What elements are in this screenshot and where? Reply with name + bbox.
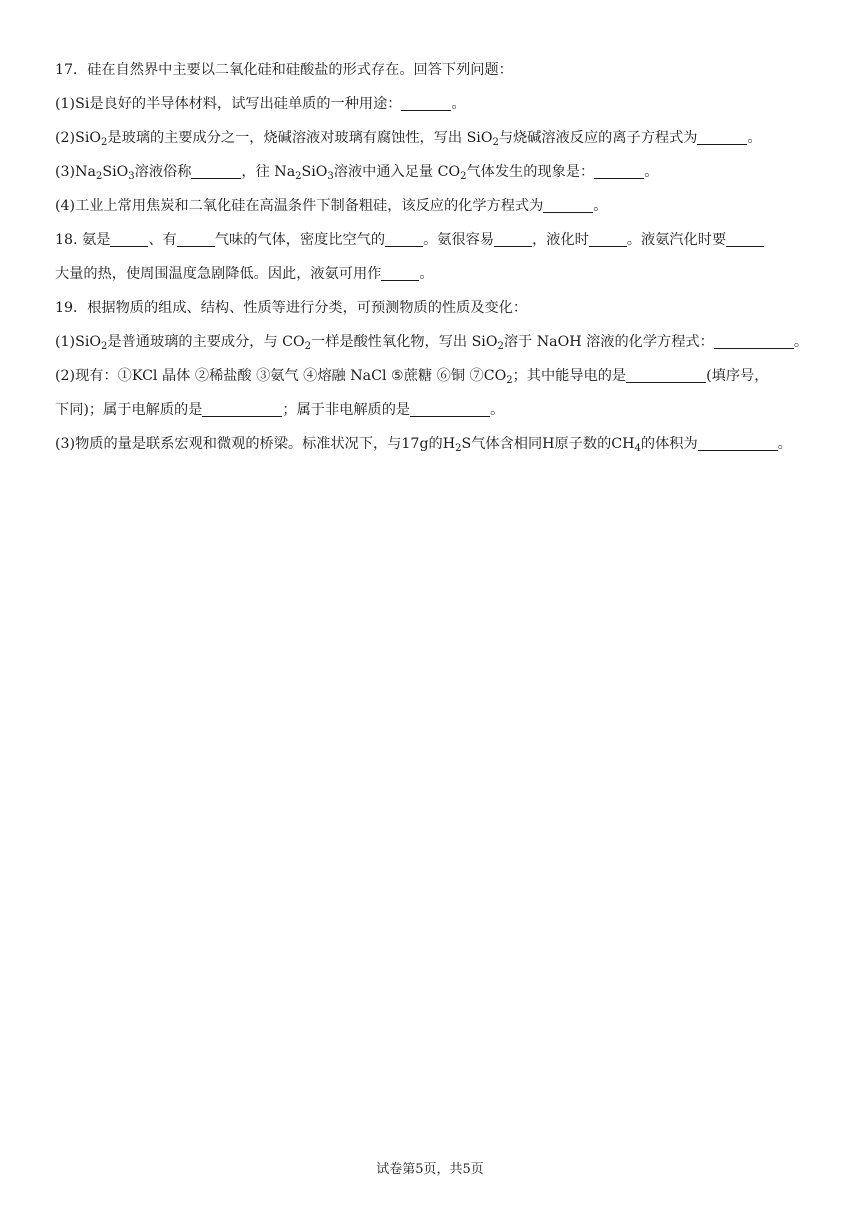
answer-blank[interactable] xyxy=(410,402,490,417)
answer-blank[interactable] xyxy=(177,232,215,247)
q17-stem: 17．硅在自然界中主要以二氧化硅和硅酸盐的形式存在。回答下列问题： xyxy=(55,62,513,78)
q19-stem: 19．根据物质的组成、结构、性质等进行分类，可预测物质的性质及变化： xyxy=(55,300,528,316)
answer-blank[interactable] xyxy=(726,232,764,247)
answer-blank[interactable] xyxy=(381,266,419,281)
answer-blank[interactable] xyxy=(191,164,241,179)
answer-blank[interactable] xyxy=(202,402,282,417)
q19-part1: (1)SiO$_2$是普通玻璃的主要成分，与 $CO_2$一样是酸性氧化物，写出 SiO$_2$溶于 NaOH 溶液的化学方程式： 。 xyxy=(55,334,809,352)
q19-part2-line2: 下同)；属于电解质的是 ；属于非电解质的是 。 xyxy=(55,402,505,418)
answer-blank[interactable] xyxy=(594,164,644,179)
q18-line2: 大量的热，使周围温度急剧降低。因此，液氨可用作 。 xyxy=(55,266,434,282)
answer-blank[interactable] xyxy=(626,368,706,383)
answer-blank[interactable] xyxy=(543,198,593,213)
q17-part4: (4)工业上常用焦炭和二氧化硅在高温条件下制备粗硅，该反应的化学方程式为 。 xyxy=(55,198,608,214)
page-footer: 试卷第5页，共5页 xyxy=(376,1162,484,1177)
answer-blank[interactable] xyxy=(494,232,532,247)
q17-part1: (1)Si是良好的半导体材料，试写出硅单质的一种用途： 。 xyxy=(55,96,466,112)
answer-blank[interactable] xyxy=(110,232,148,247)
q17-part2: (2)SiO$_2$是玻璃的主要成分之一，烧碱溶液对玻璃有腐蚀性，写出 SiO$_2$与烧碱溶液反应的离子方程式为 。 xyxy=(55,130,762,148)
q19-part3: (3)物质的量是联系宏观和微观的桥梁。标准状况下，与17g的$H_2S$气体含相同H原子数的$CH_4$的体积为 。 xyxy=(55,436,792,454)
q17-part3: $(3)Na_2SiO_3$溶液俗称 ，往 $Na_2SiO_3$溶液中通入足量 $CO_2$气体发生的现象是： 。 xyxy=(55,164,659,182)
answer-blank[interactable] xyxy=(714,334,794,349)
answer-blank[interactable] xyxy=(698,436,778,451)
answer-blank[interactable] xyxy=(385,232,423,247)
answer-blank[interactable] xyxy=(401,96,451,111)
answer-blank[interactable] xyxy=(589,232,627,247)
answer-blank[interactable] xyxy=(697,130,747,145)
q18-line1: 18. 氨是 、有 气味的气体，密度比空气的 。氨很容易 ，液化时 。液氨汽化时要 xyxy=(55,230,815,250)
q19-part2-line1: (2)现有：①KCl 晶体 ②稀盐酸 ③氨气 ④熔融 NaCl ⑤蔗糖 ⑥铜 $⑦CO_2$；其中能导电的是 (填序号， xyxy=(55,368,769,386)
